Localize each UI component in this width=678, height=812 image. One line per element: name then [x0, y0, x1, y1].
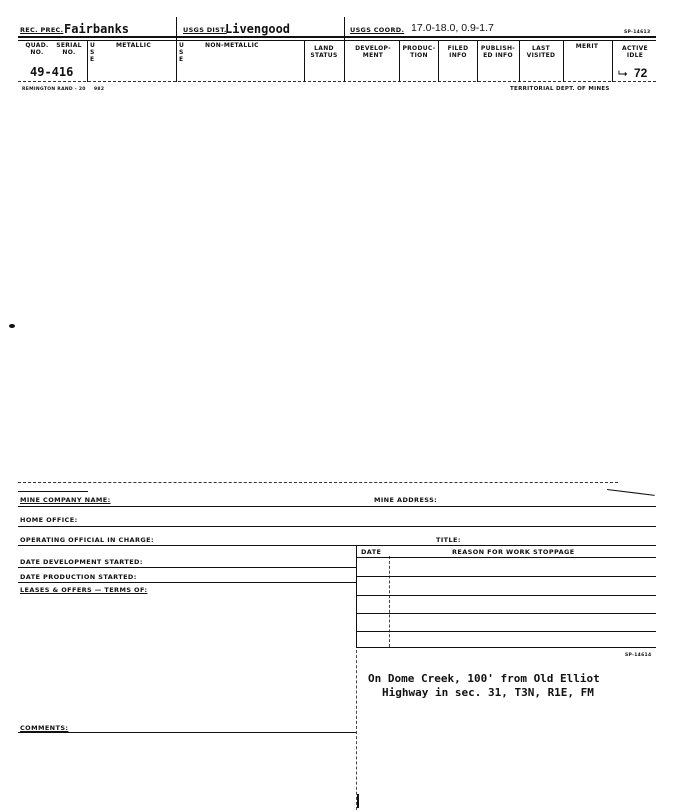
metallic-header: METALLIC — [116, 42, 152, 49]
usgs-dist-label: USGS DIST. — [183, 26, 227, 34]
header-rule-second — [18, 40, 656, 41]
merit-header: MERIT — [575, 43, 599, 50]
col-divider — [399, 40, 400, 82]
col-divider — [438, 40, 439, 82]
stoppage-date-header: DATE — [361, 548, 382, 556]
bottom-tick-mark — [357, 794, 359, 808]
quad-no-header: QUAD. NO. — [25, 42, 49, 56]
location-note-line-2: Highway in sec. 31, T3N, R1E, FM — [382, 686, 594, 699]
lower-form-rule-fragment — [18, 491, 88, 492]
stoppage-table-date-divider — [389, 556, 390, 647]
top-form-number: SP-14613 — [624, 30, 651, 35]
imprint-number: 982 — [94, 87, 105, 92]
rec-prec-value: Fairbanks — [64, 22, 130, 36]
usgs-dist-value: Livengood — [225, 22, 291, 36]
mine-company-name-label: MINE COMPANY NAME: — [20, 496, 111, 504]
production-header: PRODUC-TION — [402, 45, 436, 59]
metallic-use-letters: U S E — [90, 42, 96, 63]
usgs-coord-value: 17.0-18.0, 0.9-1.7 — [411, 22, 494, 34]
date-production-started-label: DATE PRODUCTION STARTED: — [20, 573, 137, 581]
published-info-header: PUBLISH-ED INFO — [480, 45, 516, 59]
row-rule — [18, 526, 656, 527]
remington-rand-imprint: REMINGTON RAND - 20 — [22, 87, 86, 92]
lower-form-rule-fragment — [607, 489, 655, 496]
comments-divider — [356, 650, 357, 810]
header-rule-bottom — [18, 81, 656, 82]
quad-value: 49-416 — [30, 65, 74, 79]
col-divider — [87, 40, 88, 82]
location-note-line-1: On Dome Creek, 100' from Old Elliot — [368, 672, 600, 685]
title-label: TITLE: — [436, 536, 461, 544]
rec-prec-label: REC. PREC. — [20, 26, 64, 34]
active-idle-header: ACTIVE IDLE — [622, 45, 648, 59]
filed-info-header: FILED INFO — [447, 45, 469, 59]
header-rule-top — [18, 36, 656, 38]
lower-form-top-rule — [18, 482, 618, 483]
last-visited-header: LAST VISITED — [526, 45, 556, 59]
col-divider — [477, 40, 478, 82]
mine-address-label: MINE ADDRESS: — [374, 496, 438, 504]
stoppage-reason-header: REASON FOR WORK STOPPAGE — [452, 548, 575, 556]
scan-speck — [9, 324, 15, 328]
stoppage-table-row — [356, 647, 656, 648]
lower-form-number: SP-14614 — [625, 653, 652, 658]
col-divider — [612, 40, 613, 82]
col-divider — [563, 40, 564, 82]
home-office-label: HOME OFFICE: — [20, 516, 78, 524]
comments-label: COMMENTS: — [20, 724, 69, 732]
usgs-coord-label: USGS COORD. — [350, 26, 405, 34]
non-metallic-header: NON-METALLIC — [205, 42, 259, 49]
non-metallic-use-letters: U S E — [179, 42, 185, 63]
development-header: DEVELOP-MENT — [355, 45, 391, 59]
col-divider — [304, 40, 305, 82]
row-rule — [18, 567, 356, 568]
leases-offers-label: LEASES & OFFERS — TERMS OF: — [20, 586, 148, 594]
stoppage-table-row — [356, 557, 656, 558]
row-rule — [18, 545, 656, 546]
active-idle-check-mark: ⮡ — [618, 66, 628, 80]
serial-no-header: SERIAL NO. — [56, 42, 82, 56]
active-idle-value: 72 — [634, 66, 648, 80]
col-divider — [176, 17, 177, 82]
land-status-header: LAND STATUS — [310, 45, 338, 59]
row-rule — [18, 582, 356, 583]
stoppage-table-row — [356, 595, 656, 596]
comments-rule — [18, 732, 356, 733]
row-rule — [18, 506, 656, 507]
col-divider — [519, 40, 520, 82]
date-development-started-label: DATE DEVELOPMENT STARTED: — [20, 558, 143, 566]
location-note — [368, 672, 600, 700]
col-divider — [344, 17, 345, 82]
stoppage-table-row — [356, 631, 656, 632]
territorial-dept-imprint: TERRITORIAL DEPT. OF MINES — [510, 86, 610, 92]
stoppage-table-row — [356, 576, 656, 577]
stoppage-table-row — [356, 613, 656, 614]
operating-official-label: OPERATING OFFICIAL IN CHARGE: — [20, 536, 154, 544]
